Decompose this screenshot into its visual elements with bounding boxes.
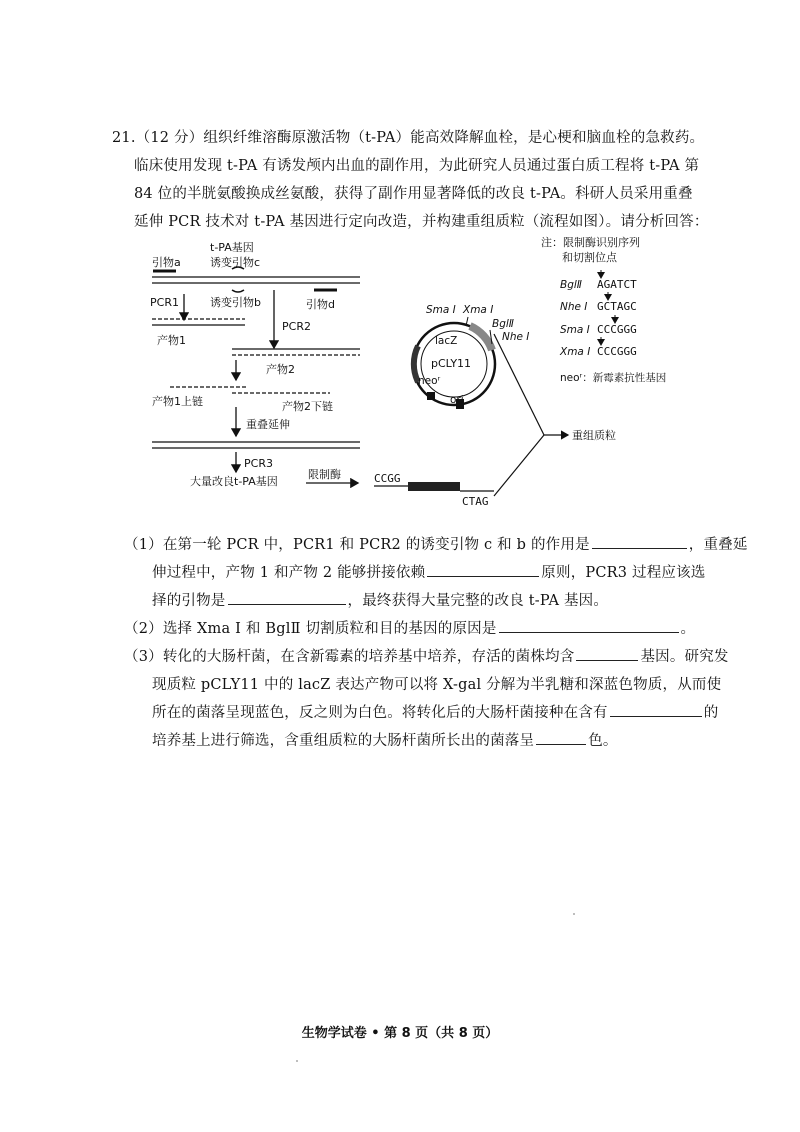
pcr-flow-diagram [0, 232, 800, 522]
product1-upper-label: 产物1上链 [152, 395, 203, 408]
enzyme2-name: Nhe Ⅰ [560, 301, 588, 313]
answer-blank-2[interactable] [427, 562, 539, 577]
answer-blank-7[interactable] [536, 730, 586, 745]
sub1-line2 [152, 561, 706, 582]
answer-blank-4[interactable] [499, 618, 679, 633]
enzyme4-name: Xma Ⅰ [560, 346, 591, 358]
sticky-end-ctag: CTAG [462, 495, 489, 508]
sub1-text-f: ，最终获得大量完整的改良 t-PA 基因。 [347, 593, 609, 609]
product2-label: 产物2 [266, 363, 295, 376]
tpa-gene-label: t-PA基因 [210, 241, 254, 254]
question-line-1: 21.（12 分）组织纤维溶酶原激活物（t-PA）能高效降解血栓，是心梗和脑血栓的急救药。 [112, 130, 705, 146]
primer-b-mark [232, 290, 244, 292]
bgl-site-label: BglⅡ [492, 318, 514, 330]
sub3-line4 [152, 729, 618, 750]
scan-speck [573, 913, 575, 915]
neo-note: neoʳ：新霉素抗性基因 [560, 372, 667, 384]
pcr2-label: PCR2 [282, 320, 311, 333]
restriction-enzyme-label: 限制酶 [308, 468, 341, 481]
answer-blank-6[interactable] [610, 702, 702, 717]
primer-a-label: 引物a [152, 256, 181, 269]
sub1-text-d: 原则，PCR3 过程应该选 [541, 565, 706, 581]
answer-blank-3[interactable] [228, 590, 346, 605]
enzyme3-name: Sma Ⅰ [560, 324, 590, 336]
note-title-2: 和切割位点 [562, 251, 617, 264]
scan-speck [296, 1060, 298, 1062]
question-line-2: 临床使用发现 t-PA 有诱发颅内出血的副作用，为此研究人员通过蛋白质工程将 t-PA 第 [134, 158, 700, 174]
neo-end-marker [427, 392, 435, 400]
sub2-line1 [124, 617, 695, 638]
sub3-text-b: 基因。研究发 [640, 649, 729, 665]
sub2-text-b: 。 [680, 621, 696, 637]
plasmid-name-label: pCLY11 [431, 357, 472, 370]
product1-label: 产物1 [157, 334, 186, 347]
enzyme1-name: BglⅡ [560, 279, 582, 291]
answer-blank-1[interactable] [592, 534, 687, 549]
sub3-line2: 现质粒 pCLY11 中的 lacZ 表达产物可以将 X-gal 分解为半乳糖和深蓝色物质，从而使 [152, 677, 722, 693]
enzyme4-seq: CCCGGG [597, 345, 637, 358]
answer-blank-5[interactable] [576, 646, 638, 661]
mutant-primer-b-label: 诱变引物b [210, 296, 261, 309]
enzyme3-seq: CCCGGG [597, 323, 637, 336]
question-line-4: 延伸 PCR 技术对 t-PA 基因进行定向改造，并构建重组质粒（流程如图）。请分析回答： [134, 214, 709, 230]
sub1-line3 [152, 589, 608, 610]
recombinant-label: 重组质粒 [572, 429, 616, 442]
nhe-site-label: Nhe Ⅰ [502, 331, 530, 343]
sub3-text-e: 的 [703, 705, 719, 721]
pcr3-label: PCR3 [244, 457, 273, 470]
lacz-label: lacZ [435, 335, 458, 347]
target-gene-fragment [408, 482, 460, 491]
neo-label: neoʳ [418, 375, 441, 387]
mass-gene-label: 大量改良t-PA基因 [190, 475, 278, 488]
lacz-segment [470, 326, 492, 350]
sub1-text-e: 择的引物是 [152, 593, 226, 609]
ori-label: ori [450, 394, 464, 406]
page-footer: 生物学试卷 • 第 8 页（共 8 页） [301, 1026, 499, 1041]
sub3-line3 [152, 701, 718, 722]
sub3-line1 [124, 645, 729, 666]
sticky-end-ccgg: CCGG [374, 472, 401, 485]
sub3-text-d: 所在的菌落呈现蓝色，反之则为白色。将转化后的大肠杆菌接种在含有 [152, 705, 608, 721]
overlap-extension-label: 重叠延伸 [246, 418, 290, 431]
enzyme2-seq: GCTAGC [597, 300, 637, 313]
sub2-text-a: （2）选择 Xma Ⅰ 和 BglⅡ 切割质粒和目的基因的原因是 [124, 621, 497, 637]
sub1-line1 [124, 533, 748, 554]
enzyme1-seq: AGATCT [597, 278, 637, 291]
sub1-text-a: （1）在第一轮 PCR 中，PCR1 和 PCR2 的诱变引物 c 和 b 的作用是 [124, 537, 590, 553]
sub1-text-b: ，重叠延 [688, 537, 748, 553]
product2-lower-label: 产物2下链 [282, 400, 333, 413]
question-line-3: 84 位的半胱氨酸换成丝氨酸，获得了副作用显著降低的改良 t-PA。科研人员采用重叠 [134, 186, 693, 202]
sma-site-label: Sma Ⅰ [426, 304, 456, 316]
sub3-text-g: 色。 [588, 733, 618, 749]
mutant-primer-c-label: 诱变引物c [210, 256, 261, 269]
plasmid-join-line [494, 334, 544, 435]
sub3-text-f: 培养基上进行筛选，含重组质粒的大肠杆菌所长出的菌落呈 [152, 733, 535, 749]
sub3-text-a: （3）转化的大肠杆菌，在含新霉素的培养基中培养，存活的菌株均含 [124, 649, 575, 665]
primer-d-label: 引物d [306, 298, 335, 311]
sub1-text-c: 伸过程中，产物 1 和产物 2 能够拼接依赖 [152, 565, 426, 581]
xma-site-label: Xma Ⅰ [463, 304, 494, 316]
gene-join-line [494, 435, 544, 496]
pcr1-label: PCR1 [150, 296, 179, 309]
note-title: 注：限制酶识别序列 [541, 236, 640, 249]
